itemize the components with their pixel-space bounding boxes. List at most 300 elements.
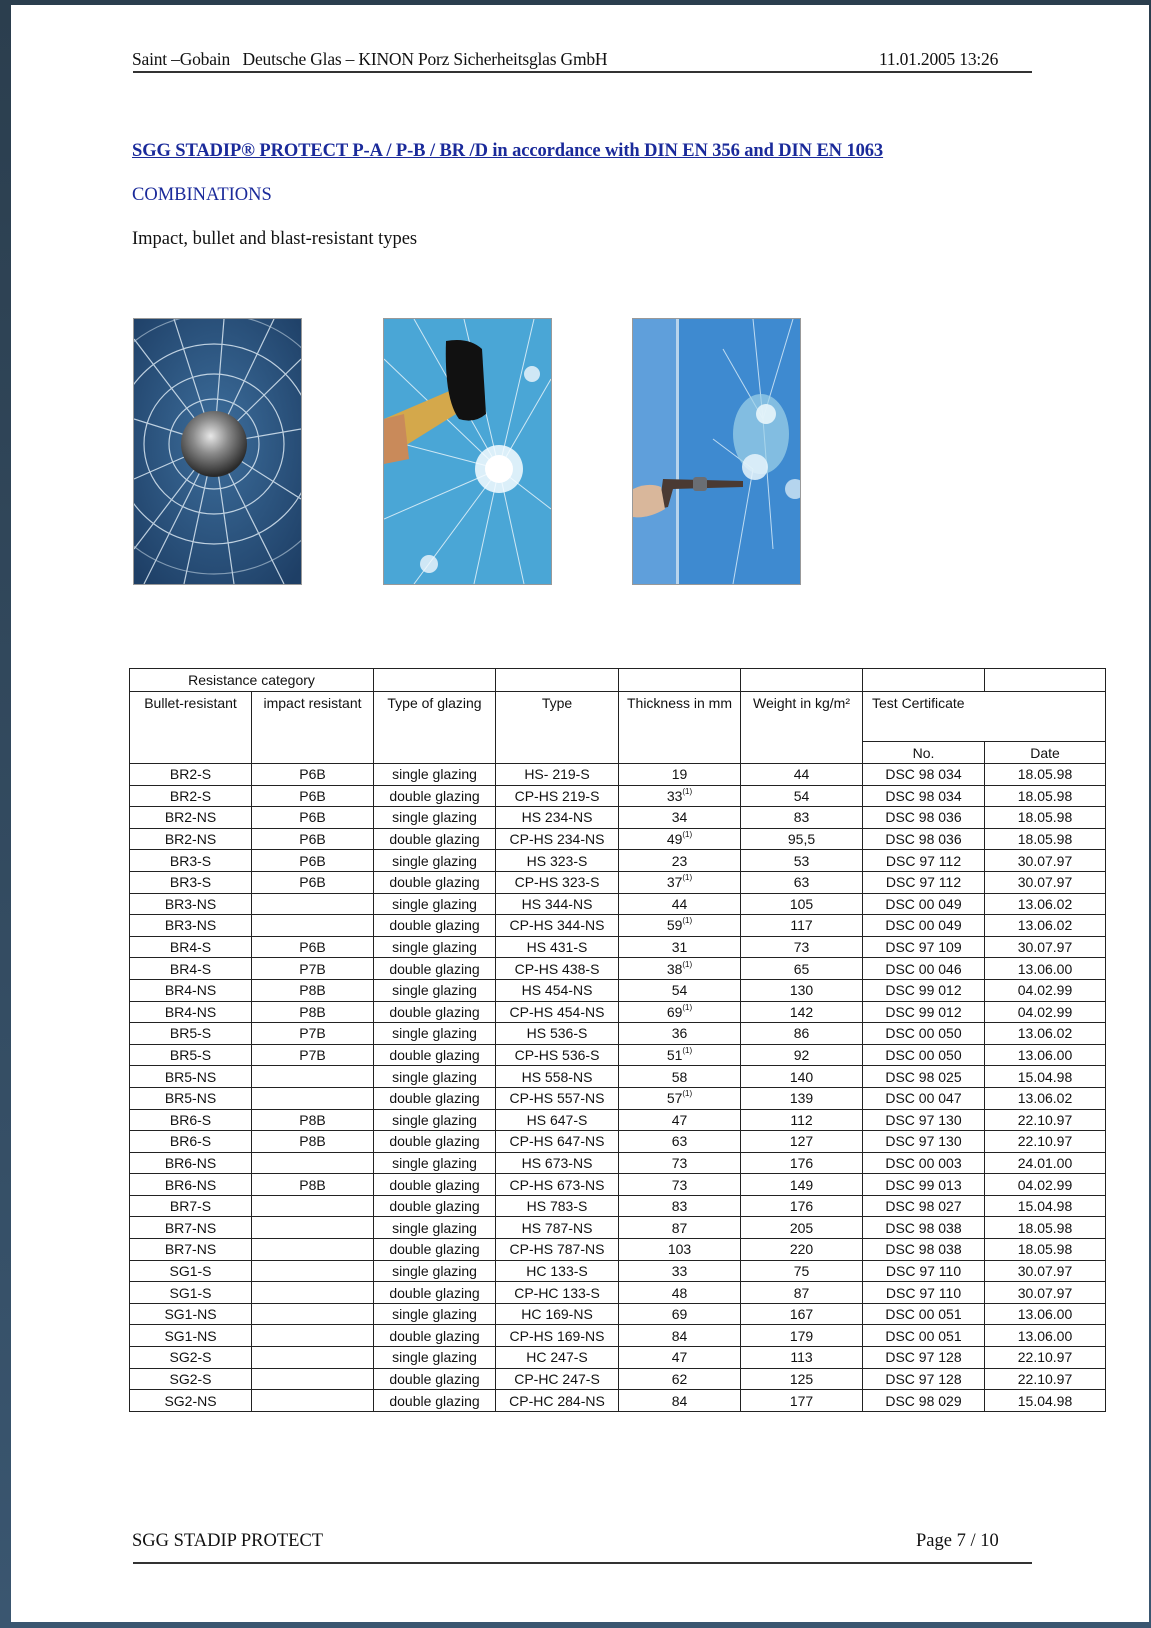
cell-cert-date-value: 13.06.02 — [1017, 1090, 1073, 1107]
cell-bullet-resistant-value: SG2-S — [169, 1370, 212, 1387]
cell-thickness — [619, 1131, 741, 1153]
cell-cert-no — [863, 764, 985, 786]
cell-weight-value: 179 — [789, 1327, 814, 1344]
cell-cert-no — [863, 1174, 985, 1196]
cell-weight-value: 117 — [790, 917, 813, 934]
hammer-impact-illustration — [384, 319, 551, 584]
cell-type — [496, 828, 619, 850]
cell-cert-no-value: DSC 97 109 — [885, 939, 962, 956]
cell-cert-date — [985, 915, 1106, 937]
cell-type — [496, 1260, 619, 1282]
cell-type-of-glazing-value: single glazing — [392, 1068, 477, 1085]
cell-thickness — [619, 871, 741, 893]
cell-type-of-glazing — [374, 1239, 496, 1261]
cell-cert-no — [863, 828, 985, 850]
cell-impact-resistant — [252, 1044, 374, 1066]
cell-thickness-value: 57 — [666, 1090, 683, 1107]
cell-cert-no — [863, 1260, 985, 1282]
cell-thickness-value: 47 — [671, 1111, 688, 1128]
cell-type-of-glazing-value: single glazing — [392, 982, 477, 999]
cell-weight-value: 167 — [789, 1306, 814, 1323]
cell-bullet-resistant — [130, 936, 252, 958]
cell-weight-value: 73 — [793, 939, 810, 956]
col-header-type: Type — [496, 692, 619, 764]
table-row — [130, 1239, 1106, 1261]
cell-impact-resistant-value: P8B — [299, 1133, 326, 1150]
cell-weight-value: 205 — [789, 1219, 814, 1236]
cell-thickness — [619, 1044, 741, 1066]
cell-cert-date — [985, 1066, 1106, 1088]
cell-weight-value: 149 — [789, 1176, 814, 1193]
gunshot-impact-photo — [632, 318, 801, 585]
cell-weight — [741, 1066, 863, 1088]
cell-cert-no-value: DSC 98 038 — [885, 1241, 962, 1258]
cell-weight — [741, 871, 863, 893]
cell-type-of-glazing-value: double glazing — [389, 1133, 480, 1150]
cell-thickness — [619, 1368, 741, 1390]
cell-cert-date — [985, 1174, 1106, 1196]
cell-cert-date-value: 18.05.98 — [1017, 831, 1073, 848]
cell-type-of-glazing-value: single glazing — [392, 1306, 477, 1323]
cell-type-of-glazing-value: double glazing — [389, 1284, 480, 1301]
cell-thickness-value: 44 — [671, 895, 688, 912]
cell-cert-no-value: DSC 00 049 — [885, 895, 962, 912]
cell-thickness-value: 69 — [671, 1306, 688, 1323]
cell-type-of-glazing — [374, 1152, 496, 1174]
cell-type-of-glazing-value: double glazing — [389, 1003, 480, 1020]
cell-impact-resistant — [252, 936, 374, 958]
cell-weight — [741, 1131, 863, 1153]
cell-bullet-resistant-value: SG2-S — [169, 1349, 212, 1366]
resistance-category-header: Resistance category — [130, 669, 374, 692]
cell-cert-no-value: DSC 98 034 — [885, 787, 962, 804]
cell-impact-resistant-value: P6B — [299, 787, 326, 804]
cell-bullet-resistant — [130, 850, 252, 872]
table-row — [130, 1325, 1106, 1347]
cell-cert-date — [985, 1109, 1106, 1131]
cell-type — [496, 1239, 619, 1261]
cell-cert-date — [985, 1044, 1106, 1066]
cell-thickness-value: 62 — [671, 1370, 688, 1387]
cell-impact-resistant-value: P6B — [299, 766, 326, 783]
cell-cert-no — [863, 1001, 985, 1023]
page-number: Page 7 / 10 — [916, 1531, 999, 1551]
table-row — [130, 1195, 1106, 1217]
cell-bullet-resistant-value: BR2-S — [169, 766, 212, 783]
cell-thickness-value: 83 — [671, 1198, 688, 1215]
cell-type-of-glazing — [374, 936, 496, 958]
cell-weight — [741, 785, 863, 807]
cell-cert-date-value: 22.10.97 — [1017, 1370, 1073, 1387]
cell-bullet-resistant — [130, 1390, 252, 1412]
cell-bullet-resistant-value: BR7-NS — [164, 1241, 217, 1258]
cell-cert-date — [985, 1131, 1106, 1153]
cell-cert-date-value: 30.07.97 — [1017, 1262, 1073, 1279]
cell-bullet-resistant-value: SG1-S — [169, 1284, 212, 1301]
cell-cert-date — [985, 1347, 1106, 1369]
cell-bullet-resistant — [130, 1239, 252, 1261]
cell-type-value: CP-HS 536-S — [514, 1047, 600, 1064]
col-header-thickness: Thickness in mm — [619, 692, 741, 764]
cell-thickness — [619, 958, 741, 980]
cell-thickness — [619, 915, 741, 937]
cell-weight-value: 65 — [793, 960, 810, 977]
cell-impact-resistant-value: P6B — [299, 809, 326, 826]
cell-weight — [741, 1001, 863, 1023]
cell-cert-date-value: 04.02.99 — [1017, 1003, 1073, 1020]
cell-impact-resistant — [252, 1152, 374, 1174]
cell-cert-date — [985, 1087, 1106, 1109]
cell-cert-no-value: DSC 00 050 — [885, 1047, 962, 1064]
table-row — [130, 1087, 1106, 1109]
cell-impact-resistant — [252, 764, 374, 786]
cell-bullet-resistant — [130, 1044, 252, 1066]
cell-cert-no — [863, 979, 985, 1001]
cell-bullet-resistant-value: BR2-NS — [164, 831, 217, 848]
table-row — [130, 936, 1106, 958]
cell-type-value: HS 673-NS — [521, 1154, 593, 1171]
cell-type — [496, 850, 619, 872]
empty-header-cell — [496, 669, 619, 692]
cell-cert-no-value: DSC 97 128 — [885, 1349, 962, 1366]
cell-weight — [741, 915, 863, 937]
cell-cert-date — [985, 1152, 1106, 1174]
cell-type-value: CP-HS 323-S — [514, 874, 600, 891]
cell-impact-resistant — [252, 893, 374, 915]
cell-cert-no-value: DSC 00 050 — [885, 1025, 962, 1042]
cell-cert-no — [863, 1109, 985, 1131]
table-row — [130, 1217, 1106, 1239]
cell-type — [496, 1347, 619, 1369]
cell-cert-no — [863, 785, 985, 807]
cell-bullet-resistant-value: BR6-S — [169, 1111, 212, 1128]
cell-cert-no-value: DSC 98 029 — [885, 1392, 962, 1409]
table-row — [130, 1066, 1106, 1088]
cell-bullet-resistant-value: SG1-NS — [164, 1327, 217, 1344]
cell-type — [496, 1195, 619, 1217]
cell-weight — [741, 893, 863, 915]
table-row — [130, 1303, 1106, 1325]
footnote-marker: (1) — [682, 959, 693, 969]
cell-impact-resistant — [252, 1066, 374, 1088]
cell-type-of-glazing-value: single glazing — [392, 766, 477, 783]
cell-impact-resistant — [252, 1174, 374, 1196]
col-header-weight: Weight in kg/m² — [741, 692, 863, 764]
cell-thickness — [619, 1282, 741, 1304]
cell-thickness-value: 48 — [671, 1284, 688, 1301]
cell-cert-date — [985, 979, 1106, 1001]
section-heading: COMBINATIONS — [132, 185, 272, 205]
cell-impact-resistant — [252, 1239, 374, 1261]
cell-bullet-resistant-value: BR3-NS — [164, 917, 217, 934]
footnote-marker: (1) — [682, 873, 693, 883]
cell-bullet-resistant — [130, 1195, 252, 1217]
cell-cert-no — [863, 1023, 985, 1045]
cell-thickness-value: 38 — [666, 960, 683, 977]
cell-type-value: CP-HS 557-NS — [509, 1090, 605, 1107]
footnote-marker: (1) — [682, 830, 693, 840]
cell-impact-resistant — [252, 1023, 374, 1045]
cell-type — [496, 1217, 619, 1239]
cell-impact-resistant-value: P7B — [299, 1025, 326, 1042]
cell-thickness — [619, 1239, 741, 1261]
cell-type-of-glazing-value: single glazing — [392, 939, 477, 956]
cell-bullet-resistant — [130, 1368, 252, 1390]
header-row-group — [130, 669, 1106, 692]
cell-type-of-glazing — [374, 1260, 496, 1282]
cell-type — [496, 807, 619, 829]
cell-type-of-glazing — [374, 979, 496, 1001]
table-row — [130, 958, 1106, 980]
cell-thickness-value: 87 — [671, 1219, 688, 1236]
cell-cert-no — [863, 1087, 985, 1109]
col-header-test-certificate: Test Certificate — [863, 692, 1106, 742]
cell-bullet-resistant — [130, 1260, 252, 1282]
cell-bullet-resistant — [130, 1152, 252, 1174]
cell-cert-no — [863, 1239, 985, 1261]
cell-type-of-glazing-value: single glazing — [392, 895, 477, 912]
table-row — [130, 828, 1106, 850]
header-datetime: 11.01.2005 13:26 — [879, 49, 999, 69]
cell-cert-no-value: DSC 00 047 — [885, 1090, 962, 1107]
cell-thickness — [619, 1152, 741, 1174]
cell-cert-date-value: 13.06.00 — [1017, 1327, 1073, 1344]
cell-type-value: CP-HC 284-NS — [509, 1392, 605, 1409]
cell-cert-date-value: 04.02.99 — [1017, 982, 1073, 999]
cell-type-value: HC 247-S — [526, 1349, 588, 1366]
cell-cert-no — [863, 807, 985, 829]
cell-cert-date — [985, 1217, 1106, 1239]
cell-impact-resistant-value: P8B — [299, 1111, 326, 1128]
cell-thickness-value: 54 — [671, 982, 688, 999]
cell-type — [496, 1109, 619, 1131]
cell-cert-date-value: 30.07.97 — [1017, 1284, 1073, 1301]
cell-cert-date-value: 13.06.00 — [1017, 1047, 1073, 1064]
cell-bullet-resistant-value: BR4-S — [169, 939, 212, 956]
cell-bullet-resistant — [130, 871, 252, 893]
cell-thickness — [619, 1174, 741, 1196]
cell-thickness-value: 51 — [666, 1047, 683, 1064]
cell-bullet-resistant-value: BR4-NS — [164, 982, 217, 999]
cell-type-of-glazing — [374, 1131, 496, 1153]
cell-bullet-resistant-value: BR2-S — [169, 787, 212, 804]
cell-type-of-glazing — [374, 893, 496, 915]
cell-thickness-value: 36 — [671, 1025, 688, 1042]
cell-weight-value: 176 — [789, 1154, 814, 1171]
cell-thickness-value: 73 — [671, 1154, 688, 1171]
cell-cert-date — [985, 785, 1106, 807]
cell-type-of-glazing — [374, 1390, 496, 1412]
cell-weight-value: 112 — [790, 1111, 813, 1128]
cell-weight — [741, 1390, 863, 1412]
cell-cert-no — [863, 1066, 985, 1088]
table-row — [130, 1368, 1106, 1390]
cell-weight — [741, 1152, 863, 1174]
cell-bullet-resistant-value: BR4-NS — [164, 1003, 217, 1020]
cell-weight — [741, 764, 863, 786]
cell-cert-date — [985, 850, 1106, 872]
cell-cert-date — [985, 1239, 1106, 1261]
cell-type — [496, 871, 619, 893]
cell-thickness — [619, 850, 741, 872]
cell-bullet-resistant — [130, 1217, 252, 1239]
cell-cert-date-value: 30.07.97 — [1017, 939, 1073, 956]
cell-weight — [741, 850, 863, 872]
cell-thickness — [619, 828, 741, 850]
cell-type-value: CP-HS 673-NS — [509, 1176, 605, 1193]
header-rule — [133, 71, 1032, 73]
cell-weight-value: 54 — [793, 787, 810, 804]
cell-type — [496, 915, 619, 937]
cell-cert-date-value: 22.10.97 — [1017, 1111, 1073, 1128]
cell-cert-no-value: DSC 00 046 — [885, 960, 962, 977]
cell-cert-no — [863, 893, 985, 915]
cell-bullet-resistant-value: BR7-NS — [164, 1219, 217, 1236]
cell-weight — [741, 1282, 863, 1304]
cell-thickness-value: 73 — [671, 1176, 688, 1193]
cell-type-value: HS 783-S — [526, 1198, 588, 1215]
cell-type-of-glazing — [374, 828, 496, 850]
cell-weight-value: 44 — [793, 766, 810, 783]
cell-bullet-resistant — [130, 828, 252, 850]
cell-cert-date-value: 13.06.00 — [1017, 1306, 1073, 1323]
cell-type-value: CP-HS 647-NS — [509, 1133, 605, 1150]
cell-type-value: CP-HS 234-NS — [509, 831, 605, 848]
cell-type — [496, 1087, 619, 1109]
cell-type — [496, 979, 619, 1001]
cell-impact-resistant-value: P8B — [299, 982, 326, 999]
cell-type — [496, 764, 619, 786]
cell-impact-resistant — [252, 1131, 374, 1153]
cell-thickness — [619, 893, 741, 915]
cell-cert-date — [985, 828, 1106, 850]
cell-weight-value: 86 — [793, 1025, 810, 1042]
gunshot-impact-illustration — [633, 319, 800, 584]
cell-type-of-glazing-value: double glazing — [389, 787, 480, 804]
cell-type — [496, 1303, 619, 1325]
cell-type-value: CP-HS 344-NS — [509, 917, 605, 934]
cell-thickness-value: 84 — [671, 1327, 688, 1344]
cell-weight-value: 95,5 — [787, 831, 816, 848]
cell-thickness — [619, 1195, 741, 1217]
cell-cert-date-value: 22.10.97 — [1017, 1349, 1073, 1366]
cell-cert-no-value: DSC 99 012 — [885, 982, 962, 999]
cell-cert-date-value: 13.06.00 — [1017, 960, 1073, 977]
cell-cert-date-value: 18.05.98 — [1017, 809, 1073, 826]
cell-bullet-resistant — [130, 1066, 252, 1088]
col-header-cert-date: Date — [985, 742, 1106, 764]
cell-type-of-glazing — [374, 1174, 496, 1196]
cell-cert-no-value: DSC 00 049 — [885, 917, 962, 934]
cell-bullet-resistant-value: BR3-S — [169, 874, 212, 891]
cell-type-of-glazing-value: single glazing — [392, 1262, 477, 1279]
cell-cert-date — [985, 958, 1106, 980]
cell-bullet-resistant-value: BR5-NS — [164, 1090, 217, 1107]
cell-type-of-glazing-value: double glazing — [389, 1198, 480, 1215]
cell-type-of-glazing — [374, 850, 496, 872]
table-row — [130, 807, 1106, 829]
cell-impact-resistant-value: P6B — [299, 874, 326, 891]
cell-type-of-glazing-value: double glazing — [389, 1176, 480, 1193]
cell-thickness-value: 59 — [666, 917, 683, 934]
cell-type-value: HS 431-S — [526, 939, 588, 956]
cell-thickness — [619, 936, 741, 958]
document-title[interactable]: SGG STADIP® PROTECT P-A / P-B / BR /D in accordance with DIN EN 356 and DIN EN 1063 — [132, 141, 884, 161]
cell-cert-no — [863, 1152, 985, 1174]
cell-impact-resistant — [252, 1087, 374, 1109]
cell-cert-date — [985, 1303, 1106, 1325]
cell-cert-no — [863, 1390, 985, 1412]
cell-cert-no-value: DSC 99 012 — [885, 1003, 962, 1020]
combinations-table — [129, 668, 1106, 1412]
page-header — [132, 49, 1032, 70]
cell-cert-date — [985, 1390, 1106, 1412]
col-header-cert-no: No. — [863, 742, 985, 764]
cell-type-of-glazing — [374, 1282, 496, 1304]
cell-cert-no — [863, 1368, 985, 1390]
cell-cert-date — [985, 1282, 1106, 1304]
cell-cert-date — [985, 1001, 1106, 1023]
cell-impact-resistant-value: P6B — [299, 852, 326, 869]
cell-cert-no-value: DSC 98 038 — [885, 1219, 962, 1236]
cell-type-of-glazing — [374, 764, 496, 786]
cell-bullet-resistant — [130, 1303, 252, 1325]
cell-weight — [741, 1217, 863, 1239]
cell-type-value: CP-HS 169-NS — [509, 1327, 605, 1344]
cell-bullet-resistant — [130, 1109, 252, 1131]
cell-impact-resistant — [252, 915, 374, 937]
cell-type-value: CP-HC 247-S — [514, 1370, 600, 1387]
cell-type-of-glazing — [374, 807, 496, 829]
table-row — [130, 1282, 1106, 1304]
cell-bullet-resistant-value: BR5-S — [169, 1025, 212, 1042]
cell-thickness-value: 31 — [671, 939, 688, 956]
cell-cert-date — [985, 807, 1106, 829]
table-row — [130, 1174, 1106, 1196]
cell-bullet-resistant — [130, 1174, 252, 1196]
table-row — [130, 1023, 1106, 1045]
cell-weight-value: 220 — [789, 1241, 814, 1258]
cell-bullet-resistant — [130, 764, 252, 786]
cell-type-of-glazing — [374, 1195, 496, 1217]
cell-weight-value: 140 — [789, 1068, 814, 1085]
empty-header-cell — [741, 669, 863, 692]
col-header-impact-resistant: impact resistant — [252, 692, 374, 764]
cell-type-value: HS 234-NS — [521, 809, 593, 826]
cell-cert-no-value: DSC 99 013 — [885, 1176, 962, 1193]
cell-type-value: HS 647-S — [526, 1111, 588, 1128]
cell-type-of-glazing-value: double glazing — [389, 1241, 480, 1258]
cell-weight — [741, 1347, 863, 1369]
table-row — [130, 1001, 1106, 1023]
cell-weight-value: 125 — [789, 1370, 814, 1387]
cell-impact-resistant — [252, 1303, 374, 1325]
cell-impact-resistant — [252, 850, 374, 872]
cell-thickness — [619, 1390, 741, 1412]
cell-cert-date — [985, 893, 1106, 915]
cell-type-value: CP-HS 219-S — [514, 787, 600, 804]
cell-bullet-resistant-value: BR6-S — [169, 1133, 212, 1150]
table-row — [130, 1044, 1106, 1066]
cell-bullet-resistant — [130, 1282, 252, 1304]
cell-type-of-glazing-value: single glazing — [392, 809, 477, 826]
cell-bullet-resistant-value: BR5-NS — [164, 1068, 217, 1085]
cell-cert-date-value: 30.07.97 — [1017, 852, 1073, 869]
cell-type — [496, 893, 619, 915]
cell-thickness — [619, 1260, 741, 1282]
cell-bullet-resistant-value: SG2-NS — [164, 1392, 217, 1409]
cell-type-of-glazing — [374, 1066, 496, 1088]
